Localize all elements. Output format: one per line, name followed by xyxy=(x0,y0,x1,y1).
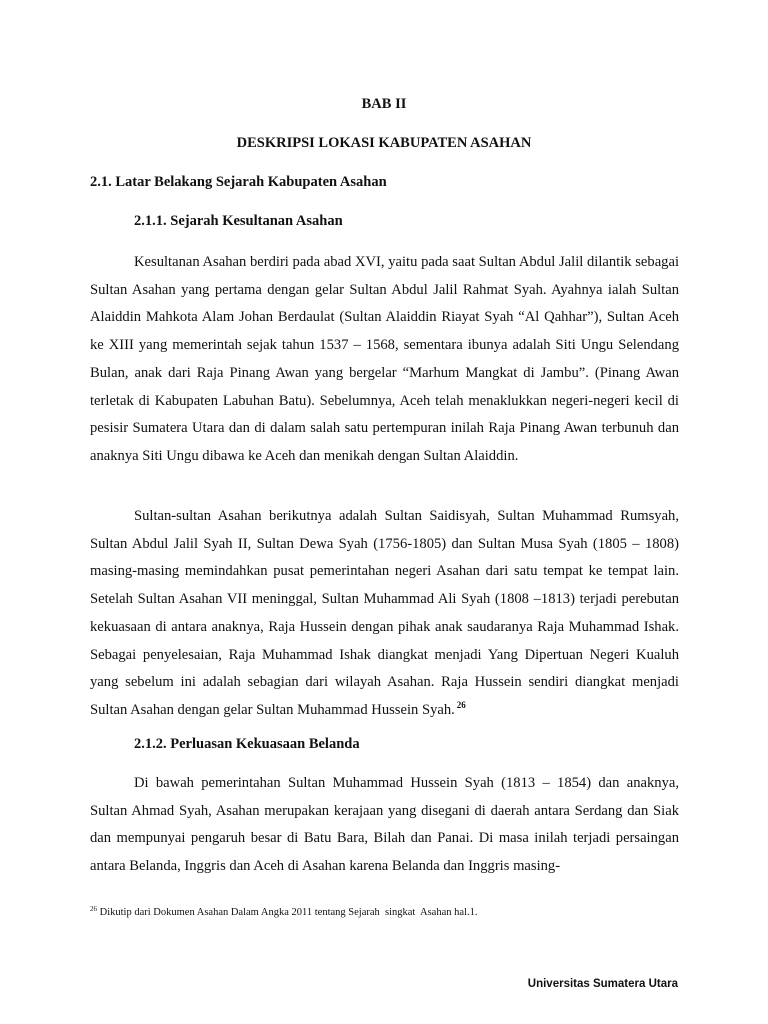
chapter-title: DESKRIPSI LOKASI KABUPATEN ASAHAN xyxy=(236,135,532,151)
footnote xyxy=(90,906,477,920)
paragraph-kesultanan-origin: Kesultanan Asahan berdiri pada abad XVI, yaitu pada saat Sultan Abdul Jalil dilantik sebagai Sultan Asahan yang pertama dengan gelar Sultan Abdul Jalil Rahmat Syah. Ayahnya ialah Sultan Alaiddin Mahkota Alam Johan Berdaulat (Sultan Alaiddin Riayat Syah “Al Qahhar”), Sultan Aceh ke XIII yang memerintah sejak tahun 1537 – 1568, sementara ibunya adalah Siti Ungu Selendang Bulan, anak dari Raja Pinang Awan yang bergelar “Marhum Mangkat di Jambu”. (Pinang Awan terletak di Kabupaten Labuhan Batu). Sebelumnya, Aceh telah menaklukkan negeri-negeri kecil di pesisir Sumatera Utara dan di dalam salah satu pertempuran inilah Raja Pinang Awan terbunuh dan anaknya Siti Ungu dibawa ke Aceh dan menikah dengan Sultan Alaiddin. xyxy=(90,254,679,464)
footnote-number: 26 xyxy=(90,905,97,913)
paragraph-kesultanan-successors-text: Sultan-sultan Asahan berikutnya adalah Sultan Saidisyah, Sultan Muhammad Rumsyah, Sultan Abdul Jalil Syah II, Sultan Dewa Syah (1756-1805) dan Sultan Musa Syah (1805 – 1808) masing-masing memindahkan pusat pemerintahan negeri Asahan dari satu tempat ke tempat lain. Setelah Sultan Asahan VII meninggal, Sultan Muhammad Ali Syah (1808 –1813) terjadi perebutan kekuasaan di antara anaknya, Raja Hussein dengan pihak anak saudaranya Raja Muhammad Ishak. Sebagai penyelesaian, Raja Muhammad Ishak diangkat menjadi Yang Dipertuan Negeri Kualuh yang sebelum ini adalah sebagian dari wilayah Asahan. Raja Hussein sendiri diangkat menjadi Sultan Asahan dengan gelar Sultan Muhammad Hussein Syah. xyxy=(90,508,679,718)
footnote-text: Dikutip dari Dokumen Asahan Dalam Angka 2011 tentang Sejarah singkat Asahan hal.1. xyxy=(97,907,478,918)
subsection-heading-belanda: 2.1.2. Perluasan Kekuasaan Belanda xyxy=(134,736,360,752)
page-footer-institution: Universitas Sumatera Utara xyxy=(527,978,678,990)
paragraph-kesultanan-successors xyxy=(90,503,679,725)
paragraph-belanda: Di bawah pemerintahan Sultan Muhammad Hussein Syah (1813 – 1854) dan anaknya, Sultan Ahmad Syah, Asahan merupakan kerajaan yang disegani di daerah antara Serdang dan Siak dan mempunyai pengaruh besar di Batu Bara, Bilah dan Panai. Di masa inilah terjadi persaingan antara Belanda, Inggris dan Aceh di Asahan karena Belanda dan Inggris masing- xyxy=(90,775,679,875)
chapter-label: BAB II xyxy=(361,96,407,112)
footnote-divider xyxy=(90,898,280,899)
section-heading: 2.1. Latar Belakang Sejarah Kabupaten Asahan xyxy=(90,174,387,190)
subsection-heading-kesultanan: 2.1.1. Sejarah Kesultanan Asahan xyxy=(134,213,343,229)
footnote-reference[interactable]: 26 xyxy=(456,699,466,710)
